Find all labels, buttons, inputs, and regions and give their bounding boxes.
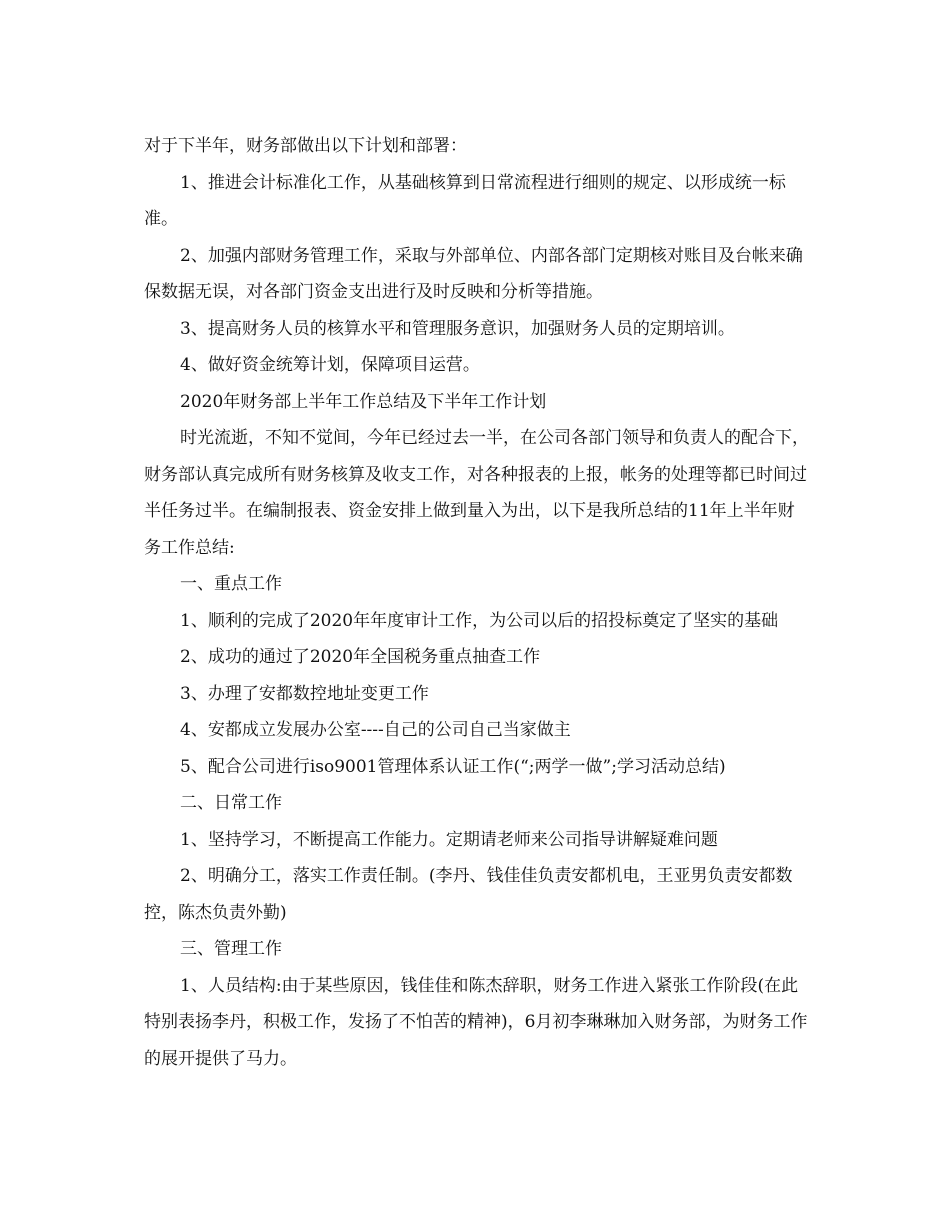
- heading-management-work: 三、管理工作: [180, 939, 282, 959]
- paragraph-plan-3: 3、提高财务人员的核算水平和管理服务意识，加强财务人员的定期培训。: [180, 318, 735, 339]
- section-title: 2020年财务部上半年工作总结及下半年工作计划: [180, 391, 547, 412]
- paragraph-summary-intro: 时光流逝，不知不觉间，今年已经过去一半，在公司各部门领导和负责人的配合下，财务部认真完成所有财务核算及收支工作，对各种报表的上报，帐务的处理等都已时间过半任务过半。在编制报表、资金安排上做到量入为出，以下是我所总结的11年上半年财务工作总结:: [144, 428, 809, 558]
- paragraph-daily-work-2: 2、明确分工，落实工作责任制。(李丹、钱佳佳负责安都机电，王亚男负责安都数控，陈杰负责外勤): [144, 866, 793, 923]
- document-body: [144, 128, 809, 1077]
- heading-key-work: 一、重点工作: [180, 574, 282, 594]
- paragraph-plan-4: 4、做好资金统筹计划，保障项目运营。: [180, 355, 480, 375]
- paragraph-key-work-4: 4、安都成立发展办公室----自己的公司自己当家做主: [180, 720, 571, 740]
- heading-daily-work: 二、日常工作: [180, 793, 282, 813]
- paragraph-daily-work-1: 1、坚持学习，不断提高工作能力。定期请老师来公司指导讲解疑难问题: [180, 829, 718, 850]
- paragraph-key-work-5: 5、配合公司进行iso9001管理体系认证工作(“;两学一做”;学习活动总结): [180, 756, 726, 777]
- paragraph-key-work-1: 1、顺利的完成了2020年年度审计工作，为公司以后的招投标奠定了坚实的基础: [180, 610, 779, 631]
- paragraph-plan-1: 1、推进会计标准化工作，从基础核算到日常流程进行细则的规定、以形成统一标准。: [144, 172, 786, 229]
- paragraph-key-work-2: 2、成功的通过了2020年全国税务重点抽查工作: [180, 647, 541, 667]
- paragraph-intro: 对于下半年，财务部做出以下计划和部署：: [144, 136, 467, 156]
- paragraph-key-work-3: 3、办理了安都数控地址变更工作: [180, 683, 429, 704]
- paragraph-plan-2: 2、加强内部财务管理工作，采取与外部单位、内部各部门定期核对账目及台帐来确保数据无误，对各部门资金支出进行及时反映和分析等措施。: [144, 245, 803, 302]
- paragraph-management-work-1: 1、人员结构:由于某些原因，钱佳佳和陈杰辞职，财务工作进入紧张工作阶段(在此特别表扬李丹，积极工作，发扬了不怕苦的精神)，6月初李琳琳加入财务部，为财务工作的展开提供了马力。: [144, 975, 808, 1069]
